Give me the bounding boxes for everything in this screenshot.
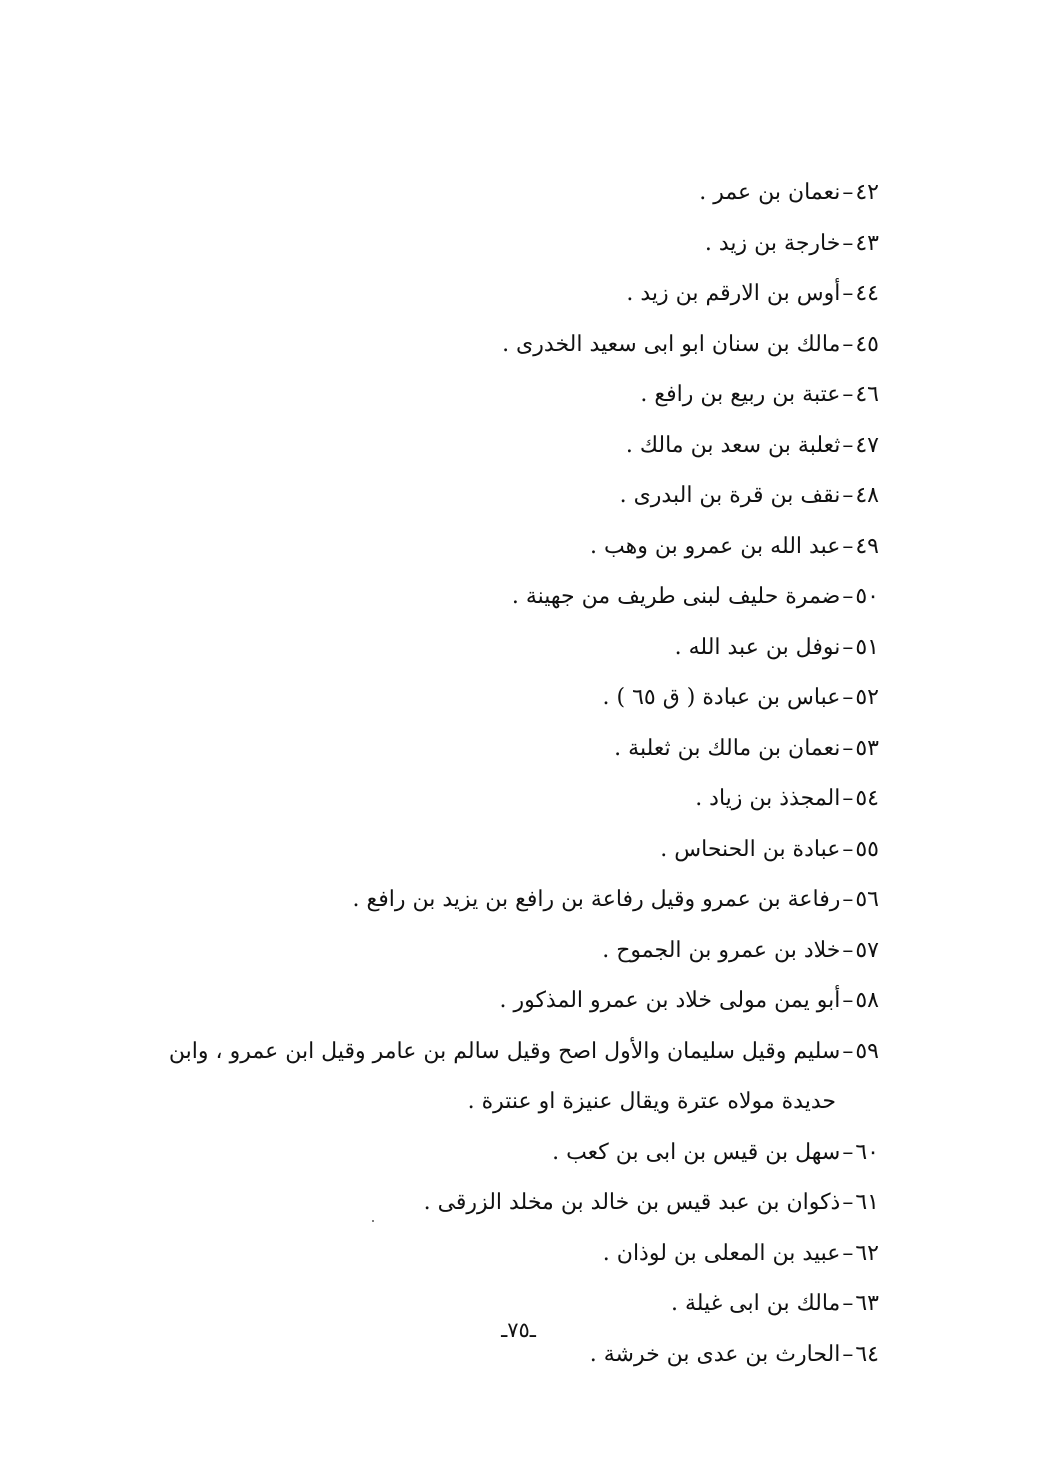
entry-separator: –	[842, 230, 854, 256]
entry-text: نعمان بن مالك بن ثعلبة .	[614, 735, 841, 761]
entry-text: نوفل بن عبد الله .	[674, 634, 841, 660]
entry-text: أبو يمن مولى خلاد بن عمرو المذكور .	[499, 988, 841, 1013]
entry-text: مالك بن ابى غيلة .	[670, 1291, 841, 1316]
entry-number: ٤٢	[855, 180, 879, 205]
names-list	[139, 168, 879, 1380]
list-item	[139, 623, 879, 674]
entry-number: ٥١	[855, 634, 879, 660]
list-item	[139, 522, 879, 573]
entry-number: ٥٦	[855, 887, 879, 912]
entry-text: نقف بن قرة بن البدرى .	[619, 483, 841, 508]
entry-number: ٤٩	[855, 533, 879, 559]
entry-text: عبيد بن المعلى بن لوذان .	[602, 1240, 841, 1266]
entry-separator: –	[842, 533, 854, 559]
page-number: ـ٧٥ـ	[501, 1318, 536, 1342]
entry-number: ٦٤	[855, 1341, 879, 1367]
entry-separator: –	[842, 1240, 854, 1266]
entry-separator: –	[842, 1139, 854, 1165]
list-item	[139, 875, 879, 926]
list-item	[139, 1027, 879, 1128]
entry-number: ٦٠	[855, 1139, 879, 1165]
list-item	[139, 421, 879, 472]
entry-separator: –	[842, 432, 854, 458]
list-item	[139, 724, 879, 775]
entry-separator: –	[842, 937, 854, 963]
entry-separator: –	[842, 1038, 854, 1064]
entry-text: أوس بن الارقم بن زيد .	[626, 281, 841, 306]
entry-number: ٥٧	[855, 937, 879, 963]
list-item	[139, 1128, 879, 1179]
entry-text: عباس بن عبادة ( ق ٦٥ ) .	[602, 685, 841, 710]
entry-number: ٤٥	[855, 331, 879, 357]
entry-text: نعمان بن عمر .	[699, 180, 841, 205]
entry-number: ٥٣	[855, 735, 879, 761]
list-item	[139, 673, 879, 724]
entry-separator: –	[842, 331, 854, 357]
entry-text: عبادة بن الحنحاس .	[660, 836, 841, 862]
entry-text: المجذذ بن زياد .	[695, 786, 841, 811]
entry-number: ٥٤	[855, 786, 879, 811]
entry-number: ٥٢	[855, 685, 879, 710]
entry-separator: –	[842, 1190, 854, 1215]
entry-separator: –	[842, 735, 854, 761]
list-item	[139, 320, 879, 371]
entry-text: عتبة بن ربيع بن رافع .	[640, 382, 841, 407]
entry-text: خلاد بن عمرو بن الجموح .	[602, 937, 841, 963]
entry-number: ٤٤	[855, 281, 879, 306]
entry-separator: –	[842, 180, 854, 205]
entry-text: ذكوان بن عبد قيس بن خالد بن مخلد الزرقى .	[423, 1190, 841, 1215]
list-item	[139, 572, 879, 623]
entry-text: مالك بن سنان ابو ابى سعيد الخدرى .	[502, 331, 841, 357]
entry-separator: –	[842, 786, 854, 811]
list-item	[139, 370, 879, 421]
entry-text: ثعلبة بن سعد بن مالك .	[625, 432, 841, 458]
print-speck	[372, 1220, 374, 1222]
entry-text: خارجة بن زيد .	[704, 230, 841, 256]
entry-text: الحارث بن عدى بن خرشة .	[589, 1341, 841, 1367]
entry-number: ٤٣	[855, 230, 879, 256]
entry-number: ٤٧	[855, 432, 879, 458]
entry-number: ٥٥	[855, 836, 879, 862]
entry-separator: –	[842, 634, 854, 660]
list-item	[139, 1229, 879, 1280]
entry-text: عبد الله بن عمرو بن وهب .	[590, 533, 841, 559]
entry-number: ٥٠	[855, 584, 879, 609]
entry-text: سليم وقيل سليمان والأول اصح وقيل سالم بن عامر وقيل ابن عمرو ، وابن	[168, 1038, 841, 1064]
list-item	[139, 976, 879, 1027]
entry-separator: –	[842, 382, 854, 407]
list-item	[139, 774, 879, 825]
entry-separator: –	[842, 836, 854, 862]
entry-separator: –	[842, 988, 854, 1013]
entry-number: ٦١	[855, 1190, 879, 1215]
entry-separator: –	[842, 1291, 854, 1316]
entry-text: ضمرة حليف لبنى طريف من جهينة .	[511, 584, 841, 609]
list-item	[139, 269, 879, 320]
entry-separator: –	[842, 685, 854, 710]
list-item	[139, 219, 879, 270]
entry-number: ٥٨	[855, 988, 879, 1013]
entry-number: ٦٢	[855, 1240, 879, 1266]
entry-number: ٦٣	[855, 1291, 879, 1316]
entry-separator: –	[842, 483, 854, 508]
list-item	[139, 1178, 879, 1229]
entry-separator: –	[842, 1341, 854, 1367]
list-item	[139, 168, 879, 219]
entry-text: سهل بن قيس بن ابى بن كعب .	[552, 1139, 841, 1165]
entry-separator: –	[842, 887, 854, 912]
entry-number: ٥٩	[855, 1038, 879, 1064]
entry-separator: –	[842, 281, 854, 306]
list-item	[139, 825, 879, 876]
entry-number: ٤٦	[855, 382, 879, 407]
list-item	[139, 471, 879, 522]
entry-text: رفاعة بن عمرو وقيل رفاعة بن رافع بن يزيد بن رافع .	[352, 887, 841, 912]
entry-continuation: حديدة مولاه عترة ويقال عنيزة او عنترة .	[467, 1089, 836, 1114]
list-item	[139, 926, 879, 977]
entry-separator: –	[842, 584, 854, 609]
entry-number: ٤٨	[855, 483, 879, 508]
